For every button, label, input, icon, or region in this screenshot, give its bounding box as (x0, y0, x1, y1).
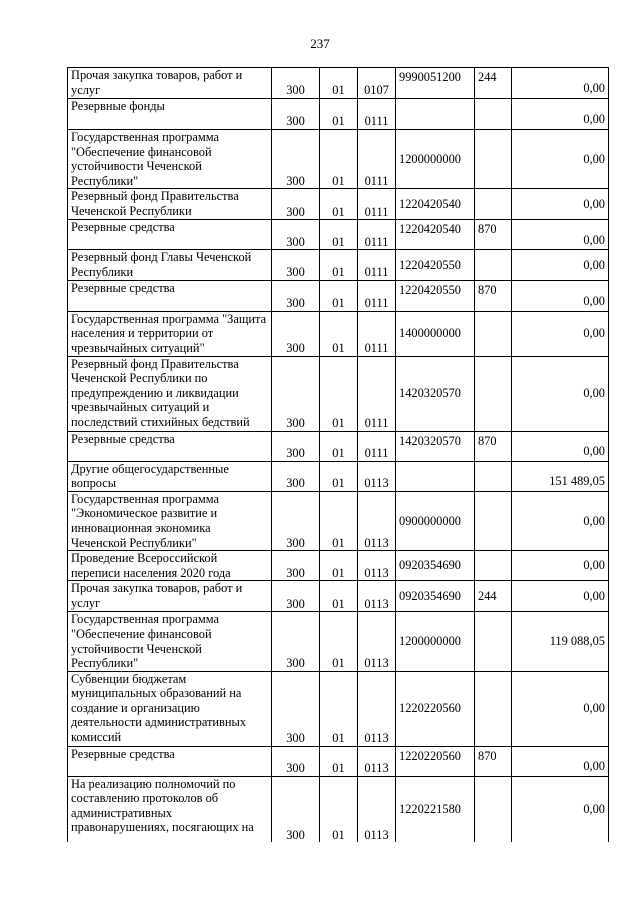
row-expense-type-cell: 870 (475, 746, 512, 776)
row-expense-type-cell: 870 (475, 431, 512, 461)
row-amount-cell: 0,00 (512, 311, 609, 356)
row-grbs-cell: 300 (272, 581, 320, 612)
row-amount-cell: 0,00 (512, 581, 609, 612)
row-target-article-cell: 1200000000 (396, 612, 475, 671)
table-row (68, 189, 609, 220)
row-podrazdel-cell: 0113 (358, 581, 396, 612)
row-podrazdel-cell: 0113 (358, 776, 396, 842)
row-razdel-cell: 01 (320, 250, 358, 280)
row-amount-cell: 0,00 (512, 189, 609, 220)
row-expense-type-cell (475, 612, 512, 671)
row-razdel-cell: 01 (320, 220, 358, 250)
row-expense-type-cell (475, 189, 512, 220)
budget-table-body (68, 68, 609, 843)
row-grbs-cell: 300 (272, 356, 320, 431)
row-name-cell: Государственная программа "Экономическое развитие и инновационная экономика Чеченской Республики" (68, 491, 272, 550)
table-row (68, 68, 609, 99)
row-podrazdel-cell: 0111 (358, 356, 396, 431)
row-razdel-cell: 01 (320, 461, 358, 491)
table-row (68, 130, 609, 189)
row-podrazdel-cell: 0113 (358, 461, 396, 491)
row-podrazdel-cell: 0113 (358, 612, 396, 671)
row-podrazdel-cell: 0111 (358, 280, 396, 311)
row-name-cell: Прочая закупка товаров, работ и услуг (68, 68, 272, 99)
row-podrazdel-cell: 0111 (358, 311, 396, 356)
row-razdel-cell: 01 (320, 356, 358, 431)
row-razdel-cell: 01 (320, 130, 358, 189)
row-podrazdel-cell: 0111 (358, 220, 396, 250)
page-number: 237 (310, 36, 330, 51)
row-target-article-cell: 1220420540 (396, 220, 475, 250)
row-name-cell: Другие общегосударственные вопросы (68, 461, 272, 491)
row-razdel-cell: 01 (320, 311, 358, 356)
row-grbs-cell: 300 (272, 280, 320, 311)
row-grbs-cell: 300 (272, 311, 320, 356)
row-amount-cell: 0,00 (512, 250, 609, 280)
row-target-article-cell (396, 461, 475, 491)
row-razdel-cell: 01 (320, 612, 358, 671)
row-podrazdel-cell: 0111 (358, 130, 396, 189)
row-name-cell: Резервный фонд Правительства Чеченской Республики (68, 189, 272, 220)
row-expense-type-cell (475, 671, 512, 746)
row-grbs-cell: 300 (272, 461, 320, 491)
row-name-cell: Проведение Всероссийской переписи населения 2020 года (68, 551, 272, 581)
row-amount-cell: 0,00 (512, 746, 609, 776)
row-grbs-cell: 300 (272, 68, 320, 99)
budget-table (67, 67, 609, 842)
row-amount-cell: 151 489,05 (512, 461, 609, 491)
row-name-cell: Резервные фонды (68, 99, 272, 130)
row-razdel-cell: 01 (320, 746, 358, 776)
row-expense-type-cell (475, 130, 512, 189)
row-podrazdel-cell: 0113 (358, 491, 396, 550)
row-target-article-cell (396, 99, 475, 130)
row-amount-cell: 0,00 (512, 220, 609, 250)
row-grbs-cell: 300 (272, 99, 320, 130)
row-razdel-cell: 01 (320, 776, 358, 842)
row-target-article-cell: 1220420550 (396, 280, 475, 311)
table-row (68, 671, 609, 746)
row-amount-cell: 0,00 (512, 776, 609, 842)
row-expense-type-cell (475, 551, 512, 581)
row-amount-cell: 0,00 (512, 671, 609, 746)
row-name-cell: Субвенции бюджетам муниципальных образований на создание и организацию деятельности административных комиссий (68, 671, 272, 746)
row-target-article-cell: 1220221580 (396, 776, 475, 842)
row-grbs-cell: 300 (272, 776, 320, 842)
row-name-cell: Резервные средства (68, 280, 272, 311)
table-row (68, 551, 609, 581)
row-name-cell: Государственная программа "Обеспечение финансовой устойчивости Чеченской Республики" (68, 130, 272, 189)
row-razdel-cell: 01 (320, 99, 358, 130)
row-expense-type-cell (475, 99, 512, 130)
row-expense-type-cell (475, 776, 512, 842)
row-amount-cell: 0,00 (512, 431, 609, 461)
row-grbs-cell: 300 (272, 431, 320, 461)
row-razdel-cell: 01 (320, 189, 358, 220)
row-razdel-cell: 01 (320, 581, 358, 612)
row-target-article-cell: 1220420550 (396, 250, 475, 280)
row-name-cell: Государственная программа "Защита населения и территории от чрезвычайных ситуаций" (68, 311, 272, 356)
table-row (68, 99, 609, 130)
row-amount-cell: 0,00 (512, 130, 609, 189)
table-row (68, 220, 609, 250)
table-row (68, 776, 609, 842)
row-grbs-cell: 300 (272, 250, 320, 280)
table-row (68, 491, 609, 550)
row-grbs-cell: 300 (272, 551, 320, 581)
table-row (68, 280, 609, 311)
row-target-article-cell: 1200000000 (396, 130, 475, 189)
row-razdel-cell: 01 (320, 431, 358, 461)
row-expense-type-cell: 244 (475, 581, 512, 612)
row-name-cell: Государственная программа "Обеспечение финансовой устойчивости Чеченской Республики" (68, 612, 272, 671)
row-podrazdel-cell: 0111 (358, 99, 396, 130)
table-row (68, 461, 609, 491)
table-row (68, 581, 609, 612)
row-target-article-cell: 1220420540 (396, 189, 475, 220)
row-expense-type-cell (475, 461, 512, 491)
row-razdel-cell: 01 (320, 551, 358, 581)
row-expense-type-cell (475, 491, 512, 550)
row-podrazdel-cell: 0111 (358, 431, 396, 461)
row-amount-cell: 0,00 (512, 551, 609, 581)
row-target-article-cell: 1400000000 (396, 311, 475, 356)
row-grbs-cell: 300 (272, 671, 320, 746)
row-name-cell: Прочая закупка товаров, работ и услуг (68, 581, 272, 612)
row-name-cell: Резервные средства (68, 746, 272, 776)
row-target-article-cell: 0920354690 (396, 581, 475, 612)
row-target-article-cell: 1420320570 (396, 431, 475, 461)
row-grbs-cell: 300 (272, 746, 320, 776)
row-podrazdel-cell: 0111 (358, 189, 396, 220)
row-expense-type-cell (475, 356, 512, 431)
row-expense-type-cell (475, 250, 512, 280)
row-amount-cell: 0,00 (512, 68, 609, 99)
row-razdel-cell: 01 (320, 491, 358, 550)
row-grbs-cell: 300 (272, 491, 320, 550)
row-amount-cell: 0,00 (512, 356, 609, 431)
row-amount-cell: 0,00 (512, 280, 609, 311)
table-row (68, 746, 609, 776)
row-podrazdel-cell: 0111 (358, 250, 396, 280)
row-podrazdel-cell: 0113 (358, 551, 396, 581)
table-row (68, 431, 609, 461)
row-grbs-cell: 300 (272, 189, 320, 220)
table-row (68, 356, 609, 431)
row-target-article-cell: 1220220560 (396, 671, 475, 746)
row-razdel-cell: 01 (320, 671, 358, 746)
row-razdel-cell: 01 (320, 280, 358, 311)
row-amount-cell: 119 088,05 (512, 612, 609, 671)
row-podrazdel-cell: 0113 (358, 671, 396, 746)
row-target-article-cell: 0900000000 (396, 491, 475, 550)
row-podrazdel-cell: 0113 (358, 746, 396, 776)
row-target-article-cell: 0920354690 (396, 551, 475, 581)
row-grbs-cell: 300 (272, 220, 320, 250)
row-target-article-cell: 1420320570 (396, 356, 475, 431)
row-amount-cell: 0,00 (512, 99, 609, 130)
row-target-article-cell: 1220220560 (396, 746, 475, 776)
row-expense-type-cell (475, 311, 512, 356)
row-name-cell: Резервный фонд Главы Чеченской Республики (68, 250, 272, 280)
row-expense-type-cell: 870 (475, 220, 512, 250)
table-row (68, 250, 609, 280)
table-row (68, 612, 609, 671)
row-amount-cell: 0,00 (512, 491, 609, 550)
row-razdel-cell: 01 (320, 68, 358, 99)
row-name-cell: Резервные средства (68, 220, 272, 250)
row-target-article-cell: 9990051200 (396, 68, 475, 99)
row-grbs-cell: 300 (272, 612, 320, 671)
row-name-cell: Резервные средства (68, 431, 272, 461)
row-name-cell: Резервный фонд Правительства Чеченской Республики по предупреждению и ликвидации чрезвычайных ситуаций и последствий стихийных бедствий (68, 356, 272, 431)
row-expense-type-cell: 244 (475, 68, 512, 99)
row-podrazdel-cell: 0107 (358, 68, 396, 99)
row-grbs-cell: 300 (272, 130, 320, 189)
row-name-cell: На реализацию полномочий по составлению протоколов об административных правонарушениях, посягающих на (68, 776, 272, 842)
row-expense-type-cell: 870 (475, 280, 512, 311)
table-row (68, 311, 609, 356)
